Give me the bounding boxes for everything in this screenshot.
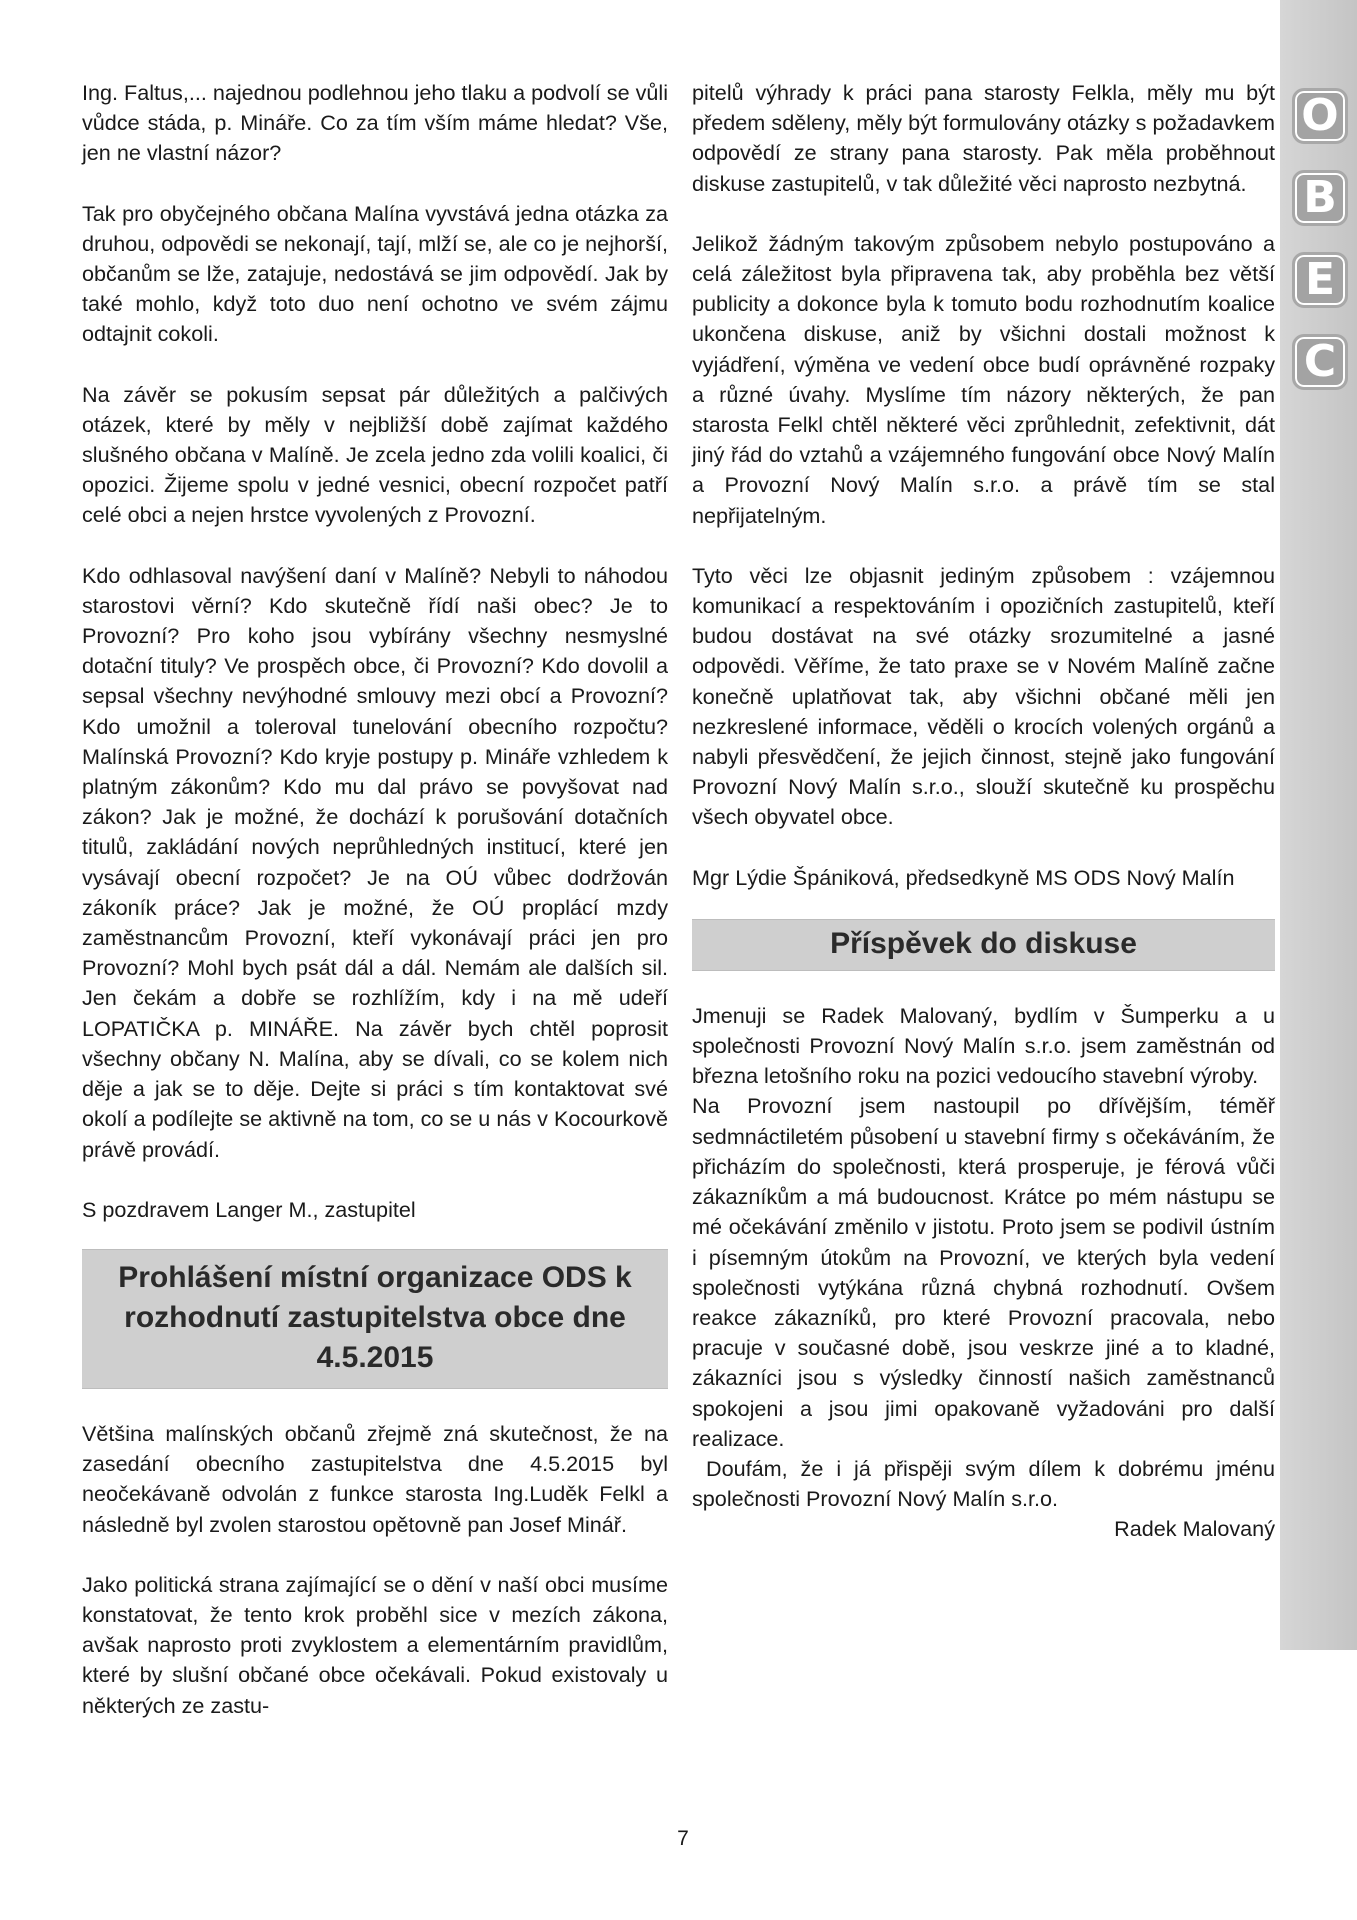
paragraph-kdo-odhlasoval: Kdo odhlasoval navýšení daní v Malíně? Nebyli to náhodou starostovi věrní? Kdo skutečně řídí naši obec? Je to Provozní? Pro koho jsou vybírány všechny nesmyslné dotační tituly? Ve prospěch obce, či Provozní? Kdo dovolil a sepsal všechny nevýhodné smlouvy mezi obcí a Provozní? Kdo umožnil a toleroval tunelování obecního rozpočtu? Malínská Provozní? Kdo kryje postupy p. Mináře vzhledem k platným zákonům? Kdo mu dal právo se povyšovat nad zákon? Jak je možné, že dochází k porušování dotačních titulů, zakládání nových neprůhledných institucí, které jen vysávají obecní rozpočet? Je na OÚ vůbec dodržován zákoník práce? Jak je možné, že OÚ proplácí mzdy zaměstnancům Provozní, kteří vykonávají práci jen pro Provozní? Mohl bych psát dál a dál. Nemám ale dalších sil. Jen čekám a dobře se rozhlížím, kdy i na mě udeří LOPATIČKA p. MINÁŘE. Na závěr bych chtěl poprosit všechny občany N. Malína, aby se dívali, co se kolem nich děje a jak se to děje. Dejte si práci s tím kontaktovat své okolí a podílejte se aktivně na tom, co se u nás v Kocourkově právě provádí. [82, 562, 668, 1162]
paragraph-doufam: Doufám, že i já přispěji svým dílem k dobrému jménu společnosti Provozní Nový Malín s.r.o. [692, 1455, 1275, 1512]
signature-langer: S pozdravem Langer M., zastupitel [82, 1196, 416, 1222]
paragraph-faltus: Ing. Faltus,... najednou podlehnou jeho tlaku a podvolí se vůli vůdce stáda, p. Mináře. Co za tím vším máme hledat? Vše, jen ne vlastní názor? [82, 80, 668, 166]
paragraph-otazky: Tak pro obyčejného občana Malína vyvstává jedna otázka za druhou, odpovědi se nekonají, tají, mlží se, ale co je nejhorší, občanům se lže, zatajuje, nedostává se jim odpovědí. Jak by také mohlo, když toto duo není ochotno ve svém zájmu odtajnit cokoli. [82, 200, 668, 347]
signature-malovany: Radek Malovaný [1114, 1516, 1275, 1542]
right-column [692, 78, 1275, 1545]
paragraph-jmenuji-se: Jmenuji se Radek Malovaný, bydlím v Šumperku a u společnosti Provozní Nový Malín s.r.o. jsem zaměstnán od března letošního roku na pozici vedoucího stavební výroby. [692, 1002, 1275, 1089]
left-column [82, 78, 668, 1721]
paragraph-politicka-strana: Jako politická strana zajímající se o dění v naší obci musíme konstatovat, že tento krok proběhl sice v mezích zákona, avšak naprosto proti zvyklostem a elementárním pravidlům, které by slušní občané obce očekávali. Pokud existovaly u některých ze zastu- [82, 1571, 668, 1718]
section-side-tab [1280, 0, 1357, 1650]
paragraph-zaver: Na závěr se pokusím sepsat pár důležitých a palčivých otázek, které by měly v nejbližší době zajímat každého slušného občana v Malíně. Je zcela jedno zda volili koalici, či opozici. Žijeme spolu v jedné vesnici, obecní rozpočet patří celé obci a nejen hrstce vyvolených z Provozní. [82, 381, 668, 528]
paragraph-jelikoz: Jelikož žádným takovým způsobem nebylo postupováno a celá záležitost byla připravena tak, aby proběhla bez větší publicity a dokonce byla k tomuto bodu rozhodnutím koalice ukončena diskuse, aniž by všichni dostali možnost k vyjádření, výměna ve vedení obce budí oprávněné rozpaky a různé úvahy. Myslíme tím názory některých, že pan starosta Felkl chtěl některé věci zprůhlednit, zefektivnit, dát jiný řád do vztahů a vzájemného fungování obce Nový Malín a Provozní Nový Malín s.r.o. a právě tím se stal nepřijatelným. [692, 230, 1275, 528]
paragraph-na-provozni: Na Provozní jsem nastoupil po dřívějším, téměř sedmnáctiletém působení u stavební firmy s očekáváním, že přicházím do společnosti, která prosperuje, je férová vůči zákazníkům a má budoucnost. Krátce po mém nástupu se mé očekávání změnilo v jistotu. Proto jsem se podivil ústním i písemným útokům na Provozní, ve kterých byla vedení společnosti vytýkána různá chybná rozhodnutí. Ovšem reakce zákazníků, pro které Provozní pracovala, nebo pracuje v současné době, jsou veskrze jiné a to kladné, zákazníci jsou s výsledky činností našich zaměstnanců spokojeni a jsou jimi opakovaně vyžadováni pro další realizace. [692, 1093, 1275, 1451]
signature-spanikova: Mgr Lýdie Špániková, předsedkyně MS ODS Nový Malín [692, 864, 1235, 890]
article-heading-ods: Prohlášení místní organizace ODS k rozhodnutí zastupitelstva obce dne 4.5.2015 [82, 1249, 668, 1389]
tab-letter-e: E [1292, 252, 1348, 308]
tab-letter-o: O [1292, 88, 1348, 144]
paragraph-vetsina: Většina malínských občanů zřejmě zná skutečnost, že na zasedání obecního zastupitelstva dne 4.5.2015 byl neočekávaně odvolán z funkce starosta Ing.Luděk Felkl a následně byl zvolen starostou opětovně pan Josef Minář. [82, 1420, 668, 1537]
paragraph-pitelu: pitelů výhrady k práci pana starosty Felkla, měly mu být předem sděleny, měly být formulovány otázky s požadavkem odpovědí ze strany pana starosty. Pak měla proběhnout diskuse zastupitelů, v tak důležité věci naprosto nezbytná. [692, 80, 1275, 196]
page-number: 7 [677, 1827, 689, 1850]
tab-letter-b: B [1292, 170, 1348, 226]
tab-letter-c: C [1292, 334, 1348, 390]
paragraph-tyto-veci: Tyto věci lze objasnit jediným způsobem : vzájemnou komunikací a respektováním i opozičních zastupitelů, kteří budou dostávat na své otázky srozumitelné a jasné odpovědi. Věříme, že tato praxe se v Novém Malíně začne konečně uplatňovat tak, aby všichni občané měli jen nezkreslené informace, věděli o krocích volených orgánů a nabyli přesvědčení, že jejich činnost, stejně jako fungování Provozní Nový Malín s.r.o., slouží skutečně ku prospěchu všech obyvatel obce. [692, 562, 1275, 830]
article-heading-prispevek: Příspěvek do diskuse [692, 919, 1275, 971]
